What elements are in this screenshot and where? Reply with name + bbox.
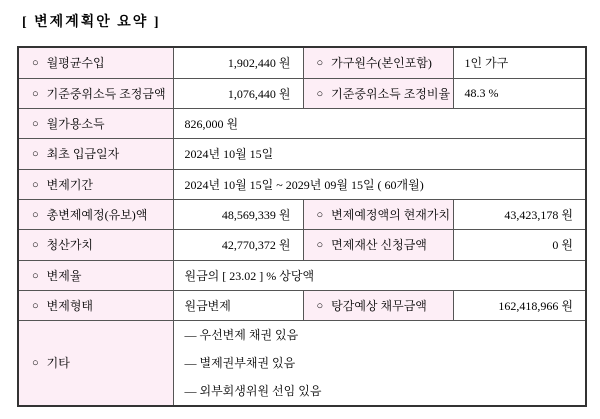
value-etc: [173, 320, 586, 406]
circle-marker: ○: [32, 357, 39, 369]
row-total-expected-repayment: [18, 199, 586, 229]
label-text: 청산가치: [46, 238, 94, 252]
label-etc: [18, 320, 173, 406]
label-repayment-rate: [18, 260, 173, 290]
value-liquidation-value: 42,770,372 원: [173, 229, 303, 260]
label-expected-debt-reduction: [303, 290, 453, 320]
circle-marker: ○: [32, 269, 39, 282]
row-median-income-adjustment: [18, 78, 586, 108]
value-repayment-type: 원금변제: [173, 290, 303, 320]
circle-marker: ○: [316, 208, 324, 221]
label-first-deposit-date: [18, 138, 173, 169]
etc-note-external-trustee: — 외부회생위원 선임 있음: [184, 383, 322, 398]
label-text: 변제예정액의 현재가치: [331, 207, 451, 222]
value-expected-debt-reduction: 162,418,966 원: [453, 290, 586, 320]
row-first-deposit-date: [18, 138, 586, 169]
circle-marker: ○: [316, 87, 324, 100]
row-repayment-period: [18, 169, 586, 199]
circle-marker: ○: [32, 57, 39, 70]
label-text: 기타: [46, 356, 70, 370]
label-median-income-adjusted-amount: [18, 78, 173, 108]
label-text: 변제형태: [46, 298, 94, 313]
row-repayment-type: [18, 290, 586, 320]
circle-marker: ○: [32, 117, 39, 130]
value-monthly-average-income: 1,902,440 원: [173, 47, 303, 78]
value-monthly-disposable-income: 826,000 원: [173, 108, 586, 138]
value-repayment-rate: 원금의 [ 23.02 ] % 상당액: [173, 260, 586, 290]
value-exempt-property-amount: 0 원: [453, 229, 586, 260]
label-text: 탕감예상 채무금액: [331, 298, 427, 313]
label-monthly-average-income: [18, 47, 173, 78]
label-text: 기준중위소득 조정비율: [331, 86, 451, 101]
value-household-members: 1인 가구: [453, 47, 586, 78]
value-first-deposit-date: 2024년 10월 15일: [173, 138, 586, 169]
row-repayment-rate: [18, 260, 586, 290]
etc-note-priority-claims: — 우선변제 채권 있음: [184, 327, 299, 342]
label-text: 기준중위소득 조정금액: [46, 86, 166, 101]
circle-marker: ○: [32, 208, 39, 221]
label-present-value-of-repayment: [303, 199, 453, 229]
repayment-plan-summary-table: [17, 46, 587, 407]
page-title: [ 변제계획안 요약 ]: [22, 15, 161, 30]
label-text: 변제율: [46, 268, 82, 283]
value-median-income-adjusted-amount: 1,076,440 원: [173, 78, 303, 108]
circle-marker: ○: [316, 239, 324, 251]
circle-marker: ○: [316, 57, 324, 70]
label-text: 월가용소득: [46, 116, 105, 131]
label-text: 면제재산 신청금액: [331, 238, 427, 252]
label-text: 변제기간: [46, 177, 94, 192]
label-monthly-disposable-income: [18, 108, 173, 138]
circle-marker: ○: [32, 299, 39, 312]
label-exempt-property-amount: [303, 229, 453, 260]
row-liquidation-value: [18, 229, 586, 260]
label-household-members: [303, 47, 453, 78]
row-etc: [18, 320, 586, 406]
row-monthly-average-income: [18, 47, 586, 78]
label-text: 총변제예정(유보)액: [46, 207, 148, 222]
label-text: 최초 입금일자: [46, 147, 120, 161]
circle-marker: ○: [32, 148, 39, 160]
circle-marker: ○: [32, 178, 39, 191]
value-repayment-period: 2024년 10월 15일 ~ 2029년 09월 15일 ( 60개월): [173, 169, 586, 199]
label-median-income-adjustment-ratio: [303, 78, 453, 108]
circle-marker: ○: [316, 299, 324, 312]
value-total-expected-repayment: 48,569,339 원: [173, 199, 303, 229]
label-liquidation-value: [18, 229, 173, 260]
label-total-expected-repayment: [18, 199, 173, 229]
circle-marker: ○: [32, 87, 39, 100]
row-monthly-disposable-income: [18, 108, 586, 138]
label-text: 월평균수입: [46, 56, 105, 71]
label-repayment-period: [18, 169, 173, 199]
circle-marker: ○: [32, 239, 39, 251]
value-median-income-adjustment-ratio: 48.3 %: [453, 78, 586, 108]
label-text: 가구원수(본인포함): [331, 56, 432, 71]
value-present-value-of-repayment: 43,423,178 원: [453, 199, 586, 229]
etc-note-secured-claims: — 별제권부채권 있음: [184, 355, 296, 370]
label-repayment-type: [18, 290, 173, 320]
